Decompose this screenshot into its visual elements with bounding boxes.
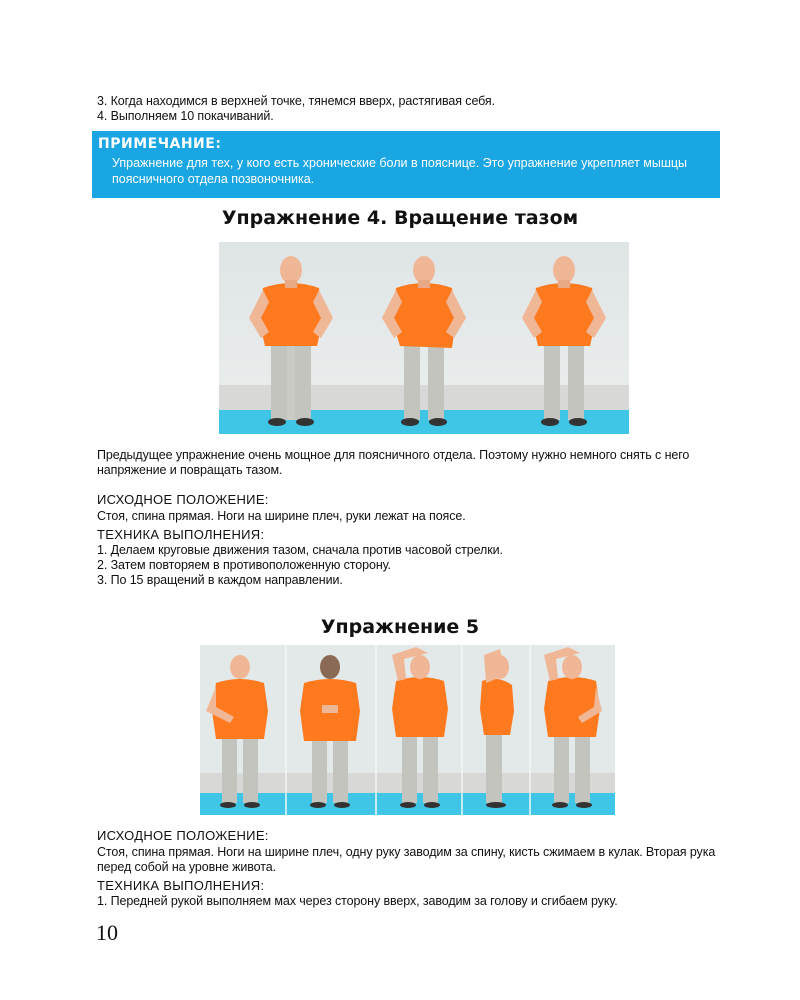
intro-steps: [97, 94, 717, 124]
exercise4-steps: [97, 543, 722, 588]
exercise4-start-heading: ИСХОДНОЕ ПОЛОЖЕНИЕ:: [97, 492, 269, 507]
intro-step: 3. Когда находимся в верхней точке, тянемся вверх, растягивая себя.: [97, 94, 495, 108]
note-box: [92, 131, 720, 198]
note-title: ПРИМЕЧАНИЕ:: [98, 136, 222, 152]
exercise4-description: Предыдущее упражнение очень мощное для поясничного отдела. Поэтому нужно немного снять с него напряжение и повращать тазом.: [97, 448, 690, 477]
step-item: 1. Делаем круговые движения тазом, сначала против часовой стрелки.: [97, 543, 503, 557]
exercise4-start-text: Стоя, спина прямая. Ноги на ширине плеч, руки лежат на поясе.: [97, 509, 466, 523]
exercise5-steps: [97, 894, 725, 909]
exercise4-title: Упражнение 4. Вращение тазом: [221, 207, 579, 229]
step-item: 2. Затем повторяем в противоположенную сторону.: [97, 558, 391, 572]
intro-step: 4. Выполняем 10 покачиваний.: [97, 109, 274, 123]
step-item: 3. По 15 вращений в каждом направлении.: [97, 573, 343, 587]
exercise4-technique-heading: ТЕХНИКА ВЫПОЛНЕНИЯ:: [97, 527, 265, 542]
note-text: Упражнение для тех, у кого есть хронические боли в пояснице. Это упражнение укрепляет мышцы поясничного отдела позвоночника.: [112, 156, 688, 186]
exercise4-photo-image: [219, 242, 629, 434]
exercise5-photo: [200, 645, 615, 815]
exercise4-photo: [219, 242, 629, 434]
exercise5-technique-heading: ТЕХНИКА ВЫПОЛНЕНИЯ:: [97, 878, 265, 893]
exercise5-start-text: Стоя, спина прямая. Ноги на ширине плеч, одну руку заводим за спину, кисть сжимаем в кулак. Вторая рука перед собой на уровне живота.: [97, 845, 716, 874]
step-item: 1. Передней рукой выполняем мах через сторону вверх, заводим за голову и сгибаем руку.: [97, 894, 618, 908]
exercise5-photo-image: [200, 645, 615, 815]
page-number: 10: [96, 920, 118, 945]
exercise5-title: Упражнение 5: [320, 616, 480, 638]
exercise5-start-heading: ИСХОДНОЕ ПОЛОЖЕНИЕ:: [97, 828, 269, 843]
